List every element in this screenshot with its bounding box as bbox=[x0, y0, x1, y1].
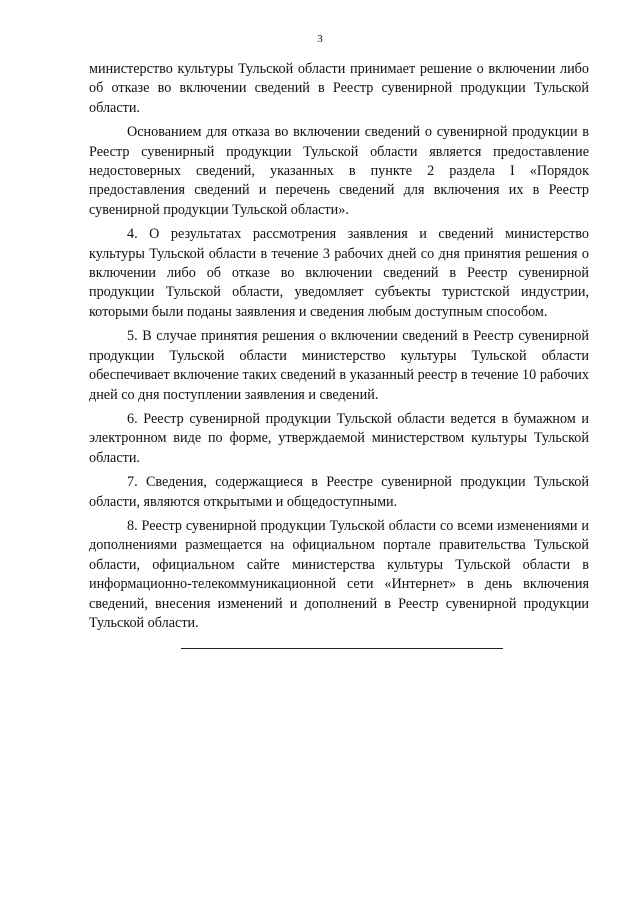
page-number: 3 bbox=[317, 33, 323, 45]
paragraph-item-4: 4. О результатах рассмотрения заявления и сведений министерство культуры Тульской области в течение 3 рабочих дней со дня принятия решения о включении либо об отказе во включении сведений в Реестр сувенирной продукции Тульской области, уведомляет субъекты туристской индустрии, которыми были поданы заявления и сведения любым доступным способом. bbox=[89, 226, 589, 320]
paragraph-item-7: 7. Сведения, содержащиеся в Реестре сувенирной продукции Тульской области, являются открытыми и общедоступными. bbox=[89, 474, 589, 510]
paragraph-item-5: 5. В случае принятия решения о включении сведений в Реестр сувенирной продукции Тульской области министерство культуры Тульской области обеспечивает включение таких сведений в указанный реестр в течение 10 рабочих дней со дня поступлении заявления и сведений. bbox=[89, 328, 589, 403]
paragraph-item-8: 8. Реестр сувенирной продукции Тульской области со всеми изменениями и дополнениями размещается на официальном портале правительства Тульской области, официальном сайте министерства культуры Тульской области в информационно-телекоммуникационной сети «Интернет» в день включения сведений, внесения изменений и дополнений в Реестр сувенирной продукции Тульской области. bbox=[89, 517, 589, 631]
paragraph-item-6: 6. Реестр сувенирной продукции Тульской области ведется в бумажном и электронном виде по форме, утверждаемой министерством культуры Тульской области. bbox=[89, 410, 589, 466]
closing-divider bbox=[181, 648, 503, 649]
document-body bbox=[89, 60, 589, 633]
paragraph-continuation: министерство культуры Тульской области принимает решение о включении либо об отказе во включении сведений в Реестр сувенирной продукции Тульской области. bbox=[89, 61, 589, 116]
paragraph-refusal-grounds: Основанием для отказа во включении сведений о сувенирной продукции в Реестр сувенирный продукции Тульской области является предоставление недостоверных сведений, указанных в пункте 2 раздела I «Порядок предоставления сведений и перечень сведений для включения их в Реестр сувенирной продукции Тульской области». bbox=[89, 124, 589, 218]
